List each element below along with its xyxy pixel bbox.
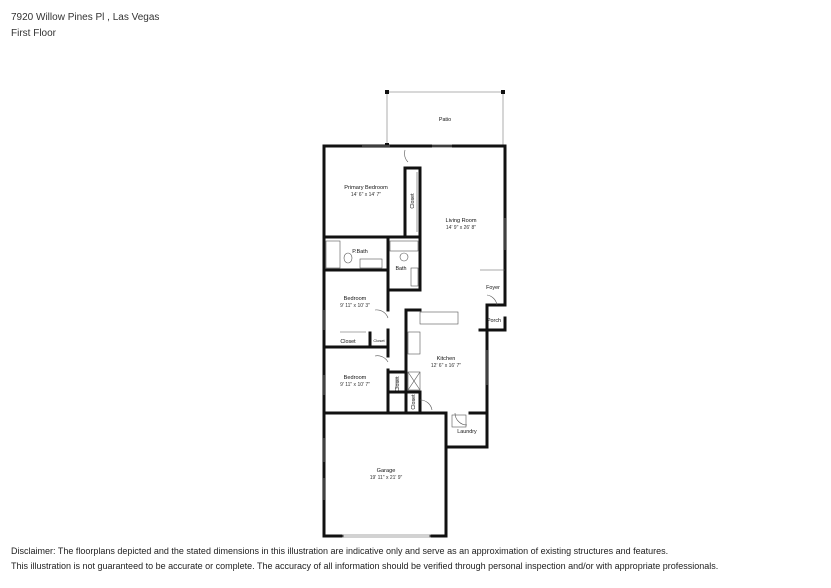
laundry-label: Laundry <box>457 429 477 435</box>
garage-dims: 19' 11" x 21' 9" <box>369 475 403 481</box>
closet4-label: Closet <box>411 394 417 410</box>
pbath-label: P.Bath <box>352 249 368 255</box>
primary-bedroom-dims: 14' 6" x 14' 7" <box>350 192 382 198</box>
living-room-label: Living Room <box>445 218 477 224</box>
kitchen-dims: 12' 6" x 16' 7" <box>430 363 462 369</box>
bedroom3-dims: 9' 11" x 10' 7" <box>340 382 370 388</box>
bedroom2-dims: 9' 11" x 10' 3" <box>340 303 370 309</box>
porch-label: Porch <box>486 318 502 324</box>
garage-label: Garage <box>376 468 396 474</box>
bedroom2-label: Bedroom <box>343 296 367 302</box>
primary-bedroom-label: Primary Bedroom <box>344 185 388 191</box>
property-address: 7920 Willow Pines Pl , Las Vegas <box>11 12 160 23</box>
disclaimer-line-1: Disclaimer: The floorplans depicted and the stated dimensions in this illustration are indicative only and serve as an approximation of existing structures and features. <box>11 546 669 556</box>
disclaimer-line-2: This illustration is not guaranteed to be accurate or complete. The accuracy of all information should be verified through personal inspection and/or with appropriate professionals. <box>11 561 719 571</box>
foyer-label: Foyer <box>486 285 500 291</box>
floor-label: First Floor <box>11 28 56 39</box>
patio-label: Patio <box>438 117 452 123</box>
closet2-label: Closet <box>340 339 356 345</box>
bedroom3-label: Bedroom <box>343 375 367 381</box>
closet3-label: Closet <box>395 376 401 392</box>
bath-label: Bath <box>395 266 407 272</box>
primary-closet-label: Closet <box>410 193 416 209</box>
living-room-dims: 14' 9" x 26' 8" <box>445 225 477 231</box>
kitchen-label: Kitchen <box>436 356 456 362</box>
closet-small-label: Closet <box>373 338 385 343</box>
